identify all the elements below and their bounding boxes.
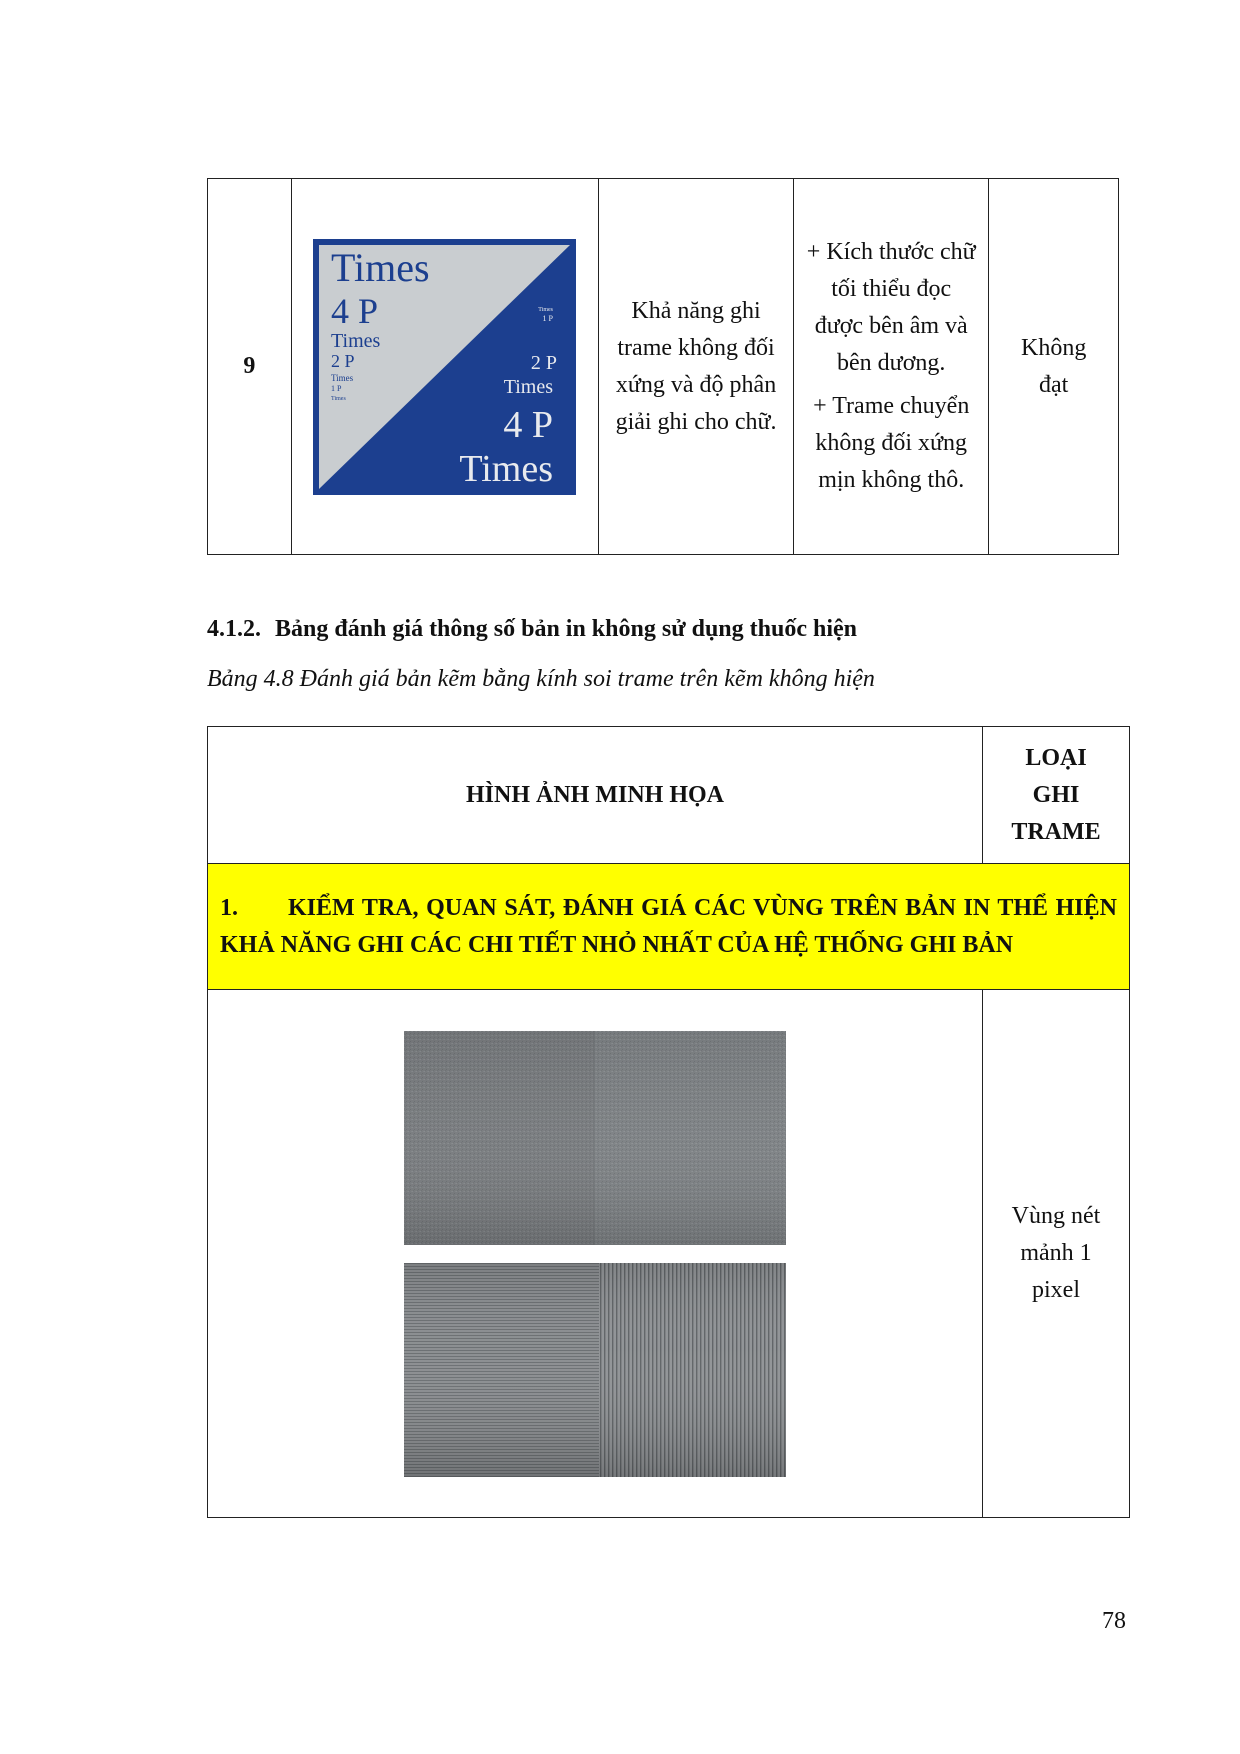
section-number: 4.1.2. — [207, 616, 261, 642]
small-size-right: 1 P — [542, 313, 554, 323]
plate-evaluation-table — [207, 726, 1130, 1518]
evaluation-cell — [794, 179, 989, 555]
description-text: Khả năng ghi trame không đối xứng và độ phân giải ghi cho chữ. — [615, 297, 777, 435]
result-text: Không đạt — [1020, 334, 1087, 398]
description-cell — [598, 179, 793, 555]
section-row-text: KIỂM TRA, QUAN SÁT, ĐÁNH GIÁ CÁC VÙNG TRÊN BẢN IN THỂ HIỆN KHẢ NĂNG GHI CÁC CHI TIẾT NHỎ NHẤT CỦA HỆ THỐNG GHI BẢN — [220, 894, 1117, 958]
times-test-image — [313, 239, 576, 495]
section-row-highlight — [208, 864, 1130, 990]
section-heading — [207, 616, 857, 643]
big-size-top: 4 P — [331, 290, 379, 331]
section-title: Bảng đánh giá thông số bản in không sử dụng thuốc hiện — [275, 616, 857, 642]
tiny-right: Times — [538, 306, 554, 313]
small-word-top: Times — [331, 372, 354, 383]
page-number: 78 — [1102, 1608, 1126, 1634]
result-cell — [989, 179, 1119, 555]
row-number: 9 — [208, 179, 292, 555]
big-word-top: Times — [331, 244, 430, 290]
table-caption: Bảng 4.8 Đánh giá bản kẽm bằng kính soi trame trên kẽm không hiện — [207, 666, 875, 692]
mid-size-top: 2 P — [331, 350, 355, 371]
big-size-right: 4 P — [503, 403, 554, 446]
mid-word-right: Times — [504, 375, 554, 398]
evaluation-point-1: + Kích thước chữ tối thiểu đọc được bên âm và bên dương. — [806, 239, 976, 376]
mid-size-right: 2 P — [531, 351, 558, 374]
header-image: HÌNH ẢNH MINH HỌA — [208, 727, 983, 864]
section-row-number: 1. — [220, 894, 238, 921]
evaluation-table-row-9 — [207, 178, 1119, 555]
plate-photo-bottom — [404, 1263, 786, 1477]
trame-type-cell — [983, 990, 1130, 1518]
tiny-top: Times — [331, 395, 347, 402]
big-word-right: Times — [459, 447, 554, 490]
plate-photo-top — [404, 1031, 786, 1245]
small-size-top: 1 P — [331, 383, 342, 393]
times-test-image-cell — [291, 179, 598, 555]
trame-type-text: Vùng nét mảnh 1 pixel — [1011, 1203, 1101, 1303]
evaluation-point-2: + Trame chuyển không đối xứng mịn không thô. — [813, 393, 970, 493]
mid-word-top: Times — [331, 329, 381, 352]
header-type: LOẠI GHI TRAME — [983, 727, 1130, 864]
photo-cell — [208, 990, 983, 1518]
